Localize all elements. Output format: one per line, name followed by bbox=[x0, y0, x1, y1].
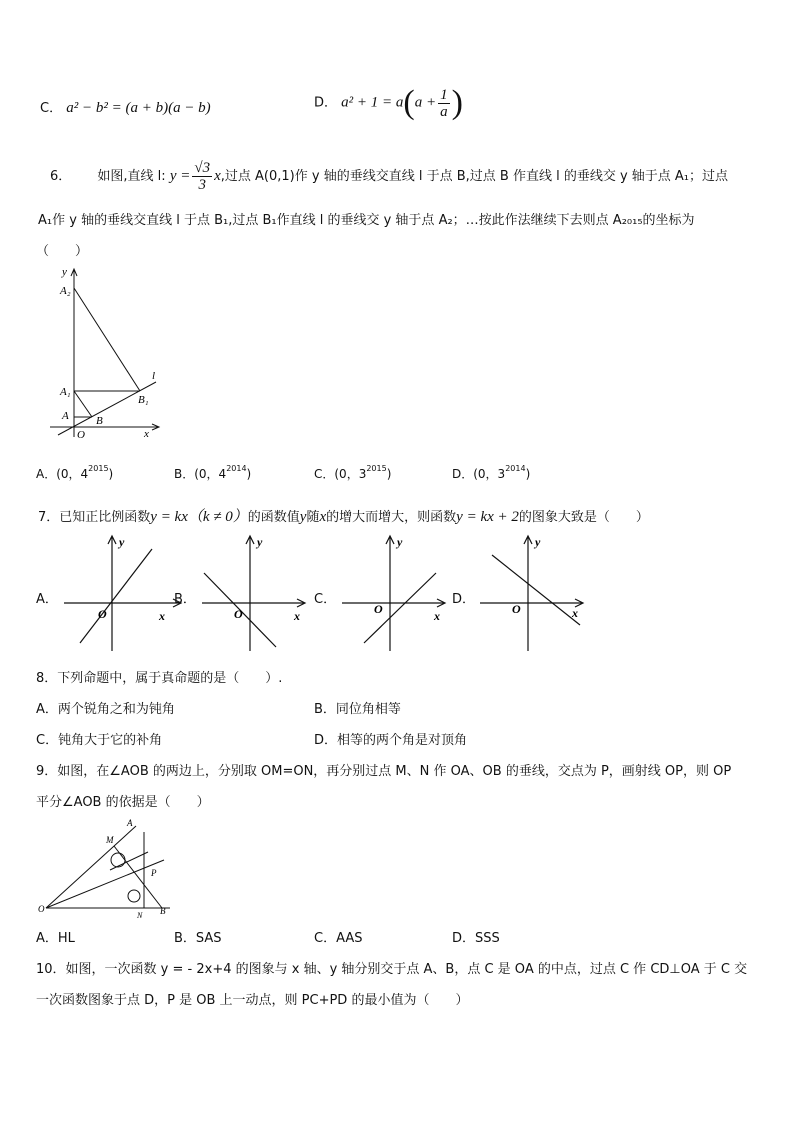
fig9-label-n: N bbox=[137, 911, 143, 920]
q6-number: 6． bbox=[50, 169, 72, 184]
q8-title: 8．下列命题中，属于真命题的是（ ）. bbox=[36, 671, 283, 686]
fig6-label-l: l bbox=[152, 370, 156, 382]
q6-opt-b-end: ) bbox=[246, 467, 252, 481]
q6-option-b bbox=[174, 464, 251, 482]
q5-option-d-frac bbox=[438, 87, 450, 120]
q5-paren-close: ) bbox=[451, 84, 463, 121]
q7-graph-b-o: O bbox=[234, 607, 243, 621]
q7-text-b: 的函数值 bbox=[247, 510, 300, 525]
q6-opt-c-label: C．(0，3 bbox=[314, 467, 367, 481]
q6-eq-frac bbox=[192, 160, 212, 193]
q6-opt-a-label: A．(0，4 bbox=[36, 467, 89, 481]
q7-text-c: 随 bbox=[306, 510, 320, 525]
q7-text-d: 的增大而增大，则函数 bbox=[326, 510, 457, 525]
fig6-label-o: O bbox=[77, 429, 85, 441]
q6-frac-num: √3 bbox=[194, 160, 211, 176]
q8-option-d: D．相等的两个角是对顶角 bbox=[314, 733, 468, 748]
q7-var-y: y bbox=[299, 509, 307, 525]
q5-option-c-expr: a² − b² = (a + b)(a − b) bbox=[66, 100, 211, 116]
fig6-label-a: A bbox=[62, 410, 69, 422]
q6-frac-den: 3 bbox=[198, 177, 206, 193]
q8-option-b: B．同位角相等 bbox=[314, 702, 401, 717]
q7-graph-d-x: x bbox=[572, 606, 578, 620]
q6-option-d bbox=[452, 464, 530, 482]
q9-line2: 平分∠AOB 的依据是（ ） bbox=[36, 795, 210, 810]
q7-eq2: y = kx + 2 bbox=[456, 509, 519, 525]
q5-option-d bbox=[314, 86, 463, 120]
q7-graph-c-y: y bbox=[397, 535, 403, 549]
fig6-label-a2: A₂ bbox=[60, 285, 71, 297]
q5-frac-num: 1 bbox=[440, 86, 448, 103]
q6-opt-a-sup: 2015 bbox=[88, 464, 109, 473]
q7-graph-a-label: A． bbox=[36, 592, 58, 607]
q7-stem bbox=[38, 505, 649, 526]
q9-figure bbox=[36, 812, 176, 922]
fig6-label-a1: A₁ bbox=[60, 386, 71, 398]
q7-eq1: y = kx bbox=[150, 509, 188, 525]
q5-frac-den: a bbox=[440, 103, 448, 120]
fig9-label-p: P bbox=[151, 868, 157, 878]
fig9-label-a: A bbox=[127, 818, 133, 828]
q6-opt-c-end: ) bbox=[386, 467, 392, 481]
q6-figure bbox=[40, 262, 170, 442]
fig6-label-b1: B₁ bbox=[138, 394, 149, 406]
q6-opt-b-label: B．(0，4 bbox=[174, 467, 227, 481]
q6-line1 bbox=[50, 160, 728, 193]
q7-graph-d-label: D． bbox=[452, 592, 476, 607]
fig6-label-b: B bbox=[96, 415, 103, 427]
q6-opt-a-end: ) bbox=[108, 467, 114, 481]
q5-option-c bbox=[40, 97, 211, 117]
q7-graph-b-label: B． bbox=[174, 592, 196, 607]
q8-option-a: A．两个锐角之和为钝角 bbox=[36, 702, 175, 717]
fig9-label-b: B bbox=[160, 906, 166, 916]
q6-blank: （ ） bbox=[36, 244, 89, 259]
q9-option-d: D．SSS bbox=[452, 931, 500, 946]
q6-line1-start: 如图,直线 l: bbox=[97, 169, 166, 184]
q6-line2: A₁作 y 轴的垂线交直线 l 于点 B₁,过点 B₁作直线 l 的垂线交 y 轴于点 A₂；…按此作法继续下去则点 A₂₀₁₅的坐标为 bbox=[38, 213, 695, 228]
q6-opt-d-end: ) bbox=[525, 467, 531, 481]
q6-eq-y: y = bbox=[169, 168, 191, 184]
q7-graph-a-o: O bbox=[98, 607, 107, 621]
q5-option-d-label: D． bbox=[314, 95, 338, 111]
q6-opt-d-label: D．(0，3 bbox=[452, 467, 506, 481]
q7-cond: （k ≠ 0） bbox=[187, 509, 248, 525]
q7-graph-b-y: y bbox=[257, 535, 263, 549]
q5-option-d-a: a + bbox=[414, 94, 437, 111]
fig6-label-x: x bbox=[144, 428, 149, 440]
q6-option-a bbox=[36, 464, 113, 482]
q10-line2: 一次函数图象于点 D，P 是 OB 上一动点，则 PC+PD 的最小值为（ ） bbox=[36, 993, 469, 1008]
q10-line1: 10．如图，一次函数 y = - 2x+4 的图象与 x 轴、y 轴分别交于点 A、B，点 C 是 OA 的中点，过点 C 作 CD⊥OA 于 C 交 bbox=[36, 962, 748, 977]
q5-option-c-label: C． bbox=[40, 101, 63, 116]
q7-graph-a-x: x bbox=[159, 609, 165, 623]
q7-graph-c-label: C． bbox=[314, 592, 337, 607]
q9-line1: 9．如图，在∠AOB 的两边上，分别取 OM=ON，再分别过点 M、N 作 OA、OB 的垂线，交点为 P，画射线 OP，则 OP bbox=[36, 764, 732, 779]
q8-option-c: C．钝角大于它的补角 bbox=[36, 733, 163, 748]
q7-graph-d-o: O bbox=[512, 602, 521, 616]
q9-option-b: B．SAS bbox=[174, 931, 222, 946]
q7-graph-d-y: y bbox=[535, 535, 541, 549]
q7-graph-b-x: x bbox=[294, 609, 300, 623]
q7-graph-a-y: y bbox=[119, 535, 125, 549]
fig9-label-m: M bbox=[106, 835, 114, 845]
q6-opt-d-sup: 2014 bbox=[505, 464, 526, 473]
q6-option-c bbox=[314, 464, 391, 482]
q5-option-d-left: a² + 1 = a bbox=[341, 94, 404, 111]
fig9-label-o: O bbox=[38, 904, 45, 914]
q7-graph-c-o: O bbox=[374, 602, 383, 616]
q7-text-e: 的图象大致是（ ） bbox=[518, 510, 649, 525]
q6-opt-b-sup: 2014 bbox=[226, 464, 247, 473]
q6-opt-c-sup: 2015 bbox=[366, 464, 387, 473]
q9-option-c: C．AAS bbox=[314, 931, 363, 946]
q6-line1-end: ,过点 A(0,1)作 y 轴的垂线交直线 l 于点 B,过点 B 作直线 l 的垂线交 y 轴于点 A₁；过点 bbox=[220, 169, 729, 184]
q7-graph-c-x: x bbox=[434, 609, 440, 623]
q6-eq-x: x bbox=[214, 168, 221, 184]
q7-var-x: x bbox=[319, 509, 327, 525]
fig6-label-y: y bbox=[62, 266, 67, 278]
q9-option-a: A．HL bbox=[36, 931, 75, 946]
q7-text-a: 7．已知正比例函数 bbox=[38, 510, 151, 525]
q5-paren-open: ( bbox=[403, 84, 415, 121]
